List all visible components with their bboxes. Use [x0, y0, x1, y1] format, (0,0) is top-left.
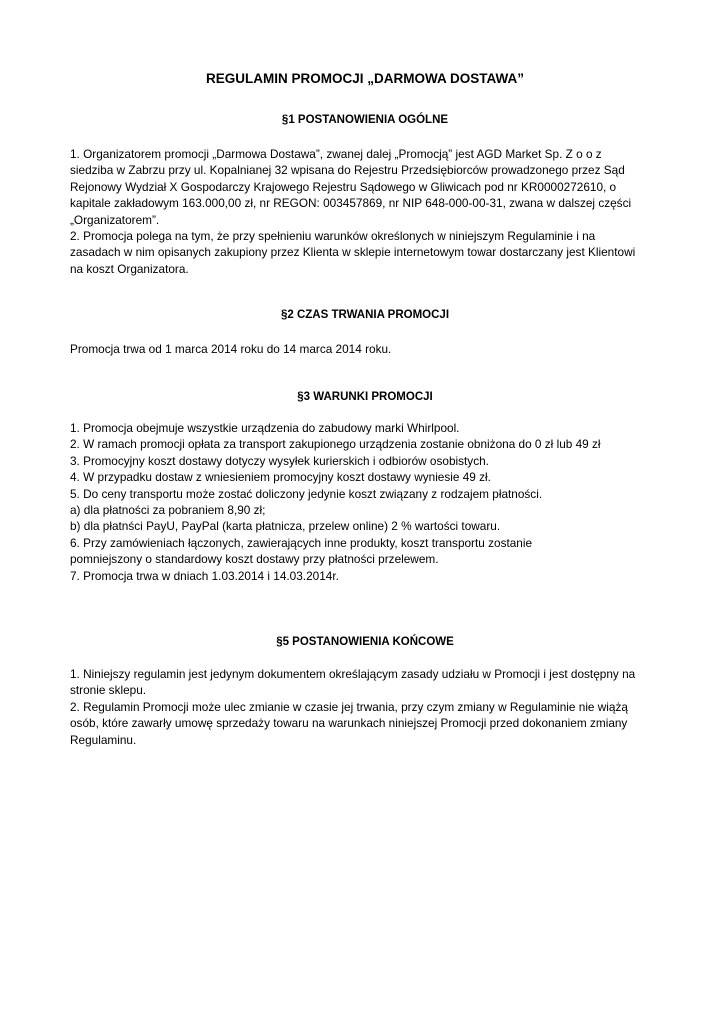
text-line: siedziba w Zabrzu przy ul. Kopalnianej 32 wpisana do Rejestru Przedsiębiorców prowadzonego przez Sąd: [70, 163, 625, 178]
text-line: 7. Promocja trwa w dniach 1.03.2014 i 14.03.2014r.: [70, 568, 339, 583]
document-title: REGULAMIN PROMOCJI „DARMOWA DOSTAWA”: [206, 71, 524, 86]
text-line: 1. Promocja obejmuje wszystkie urządzenia do zabudowy marki Whirlpool.: [70, 421, 460, 435]
text-line: Rejonowy Wydział X Gospodarczy Krajowego Rejestru Sądowego w Gliwicach pod nr KR0000272610, o: [70, 179, 617, 194]
section-body-final-provisions: [70, 666, 660, 748]
text-line: na koszt Organizatora.: [70, 261, 189, 276]
section-heading-duration: §2 CZAS TRWANIA PROMOCJI: [280, 309, 450, 321]
section-heading-general-provisions: §1 POSTANOWIENIA OGÓLNE: [281, 114, 449, 126]
text-line: pomniejszony o standardowy koszt dostawy przy płatności przelewem.: [70, 552, 439, 567]
section-body-general-provisions: [70, 146, 660, 277]
section-body-duration: [70, 341, 660, 357]
text-line: 4. W przypadku dostaw z wniesieniem promocyjny koszt dostawy wyniesie 49 zł.: [70, 470, 491, 485]
section-heading-conditions: §3 WARUNKI PROMOCJI: [297, 391, 433, 403]
text-line: stronie sklepu.: [70, 683, 147, 698]
text-line: b) dla płatnści PayU, PayPal (karta płatnicza, przelew online) 2 % wartości towaru.: [70, 519, 501, 534]
text-line: 1. Niniejszy regulamin jest jedynym dokumentem określającym zasady udziału w Promocji i jest dostępny na: [70, 667, 636, 681]
text-line: 6. Przy zamówieniach łączonych, zawierających inne produkty, koszt transportu zostanie: [70, 535, 533, 550]
text-line: 2. W ramach promocji opłata za transport zakupionego urządzenia zostanie obniżona do 0 zł lub 49 zł: [70, 437, 601, 452]
text-line: 2. Promocja polega na tym, że przy spełnieniu warunków określonych w niniejszym Regulaminie i na: [70, 229, 596, 244]
text-line: kapitale zakładowym 163.000,00 zł, nr REGON: 003457869, nr NIP 648-000-00-31, zwana w dalszej części: [70, 196, 632, 211]
text-line: 1. Organizatorem promocji „Darmowa Dostawa”, zwanej dalej „Promocją” jest AGD Market Sp. Z o o z: [70, 147, 602, 161]
text-line: „Organizatorem”.: [70, 212, 160, 227]
text-line: 3. Promocyjny koszt dostawy dotyczy wysyłek kurierskich i odbiorów osobistych.: [70, 453, 489, 468]
text-line: zasadach w nim opisanych zakupiony przez Klienta w sklepie internetowym towar dostarczany jest Klientowi: [70, 245, 636, 260]
text-line: osób, które zawarły umowę sprzedaży towaru na warunkach niniejszej Promocji przed dokonaniem zmiany: [70, 716, 628, 731]
text-line: 5. Do ceny transportu może zostać doliczony jedynie koszt związany z rodzajem płatności.: [70, 486, 543, 501]
section-body-conditions: [70, 420, 660, 584]
section-heading-final-provisions: §5 POSTANOWIENIA KOŃCOWE: [276, 636, 454, 648]
text-line: Regulaminu.: [70, 732, 137, 747]
text-line: 2. Regulamin Promocji może ulec zmianie w czasie jej trwania, przy czym zmiany w Regulaminie nie wiążą: [70, 699, 628, 714]
text-line: a) dla płatności za pobraniem 8,90 zł;: [70, 503, 266, 518]
text-line: Promocja trwa od 1 marca 2014 roku do 14 marca 2014 roku.: [70, 342, 392, 356]
